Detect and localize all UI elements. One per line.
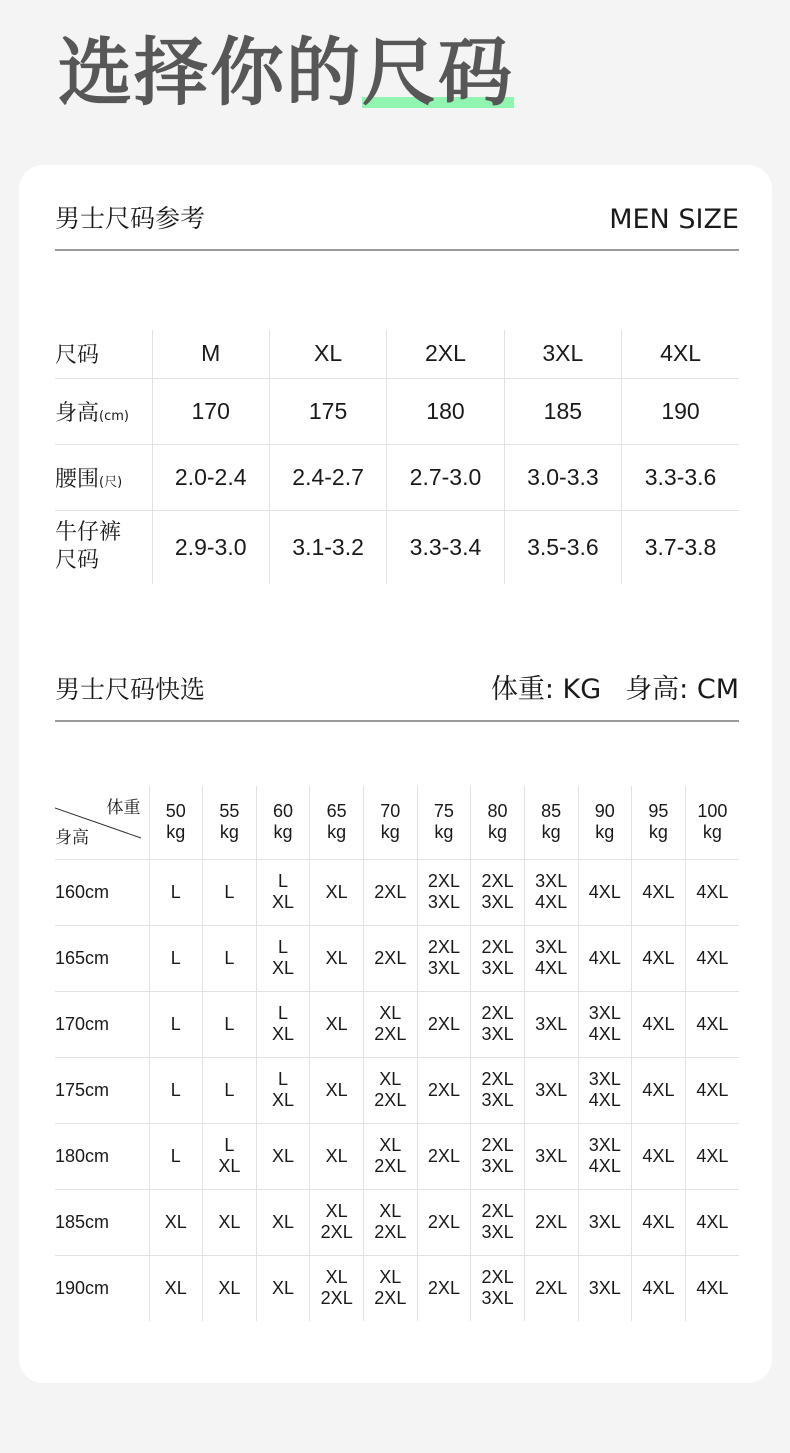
section-header-reference — [55, 201, 739, 251]
size-recommendation-cell — [203, 991, 257, 1057]
weight-value: 100 — [697, 801, 728, 822]
weight-unit: kg — [541, 822, 561, 843]
page-title-part1: 选择你的 — [58, 30, 362, 116]
table-row-size — [55, 330, 739, 378]
weight-value: 75 — [433, 801, 454, 822]
size-value: XL — [164, 1277, 187, 1298]
size-recommendation-cell — [471, 1255, 525, 1321]
section-title-quick: 男士尺码快选 — [55, 675, 206, 704]
size-recommendation-cell — [203, 1057, 257, 1123]
weight-unit: kg — [327, 822, 347, 843]
jeans-label-line1: 牛仔裤 — [55, 520, 122, 546]
size-recommendation-cell — [417, 1255, 471, 1321]
size-recommendation-cell — [632, 1189, 686, 1255]
size-value: 2XL — [374, 947, 407, 968]
weight-value: 55 — [219, 801, 240, 822]
size-value: XL — [218, 1156, 241, 1176]
size-value: L — [224, 1135, 235, 1155]
size-value: 4XL — [696, 881, 729, 902]
size-value: XL — [218, 1211, 241, 1232]
size-value: 4XL — [642, 1079, 675, 1100]
height-row-label: 175cm — [55, 1057, 149, 1123]
size-value: 3XL — [588, 1003, 621, 1023]
size-recommendation-cell — [685, 1057, 739, 1123]
page-title-part2: 尺码 — [362, 30, 514, 116]
size-value: 3XL — [481, 958, 514, 978]
weight-value: 50 — [165, 801, 186, 822]
section-subtitle-men-size: MEN SIZE — [609, 204, 739, 235]
weight-unit: kg — [273, 822, 293, 843]
size-recommendation-cell — [364, 925, 418, 991]
size-recommendation-cell — [417, 991, 471, 1057]
size-recommendation-cell — [149, 1255, 203, 1321]
height-unit-label: 身高: CM — [625, 674, 739, 705]
size-value: 2XL — [374, 1024, 407, 1044]
size-recommendation-cell — [578, 1189, 632, 1255]
weight-value: 70 — [380, 801, 401, 822]
table-row — [55, 925, 739, 991]
size-value: 3XL — [481, 892, 514, 912]
row-label-jeans — [55, 510, 152, 584]
row-label-waist — [55, 444, 152, 510]
corner-weight-label: 体重 — [106, 798, 141, 818]
size-value: XL — [325, 1201, 348, 1221]
size-recommendation-cell — [310, 1189, 364, 1255]
table-row — [55, 1255, 739, 1321]
size-value: 4XL — [696, 1013, 729, 1034]
height-cell: 170 — [152, 378, 269, 444]
size-value: 2XL — [374, 1090, 407, 1110]
size-cell: M — [152, 330, 269, 378]
size-value: 4XL — [696, 1211, 729, 1232]
size-value: 2XL — [481, 871, 514, 891]
size-reference-table — [55, 330, 739, 584]
size-value: 4XL — [588, 1024, 621, 1044]
size-value: XL — [272, 1277, 295, 1298]
size-value: 3XL — [481, 1288, 514, 1309]
page-title-highlight — [362, 28, 514, 118]
size-value: 4XL — [696, 1145, 729, 1166]
size-recommendation-cell — [256, 1057, 310, 1123]
waist-label: 腰围 — [55, 466, 100, 492]
size-recommendation-cell — [685, 1123, 739, 1189]
jeans-cell: 3.1-3.2 — [269, 510, 386, 584]
table-row-height — [55, 378, 739, 444]
size-recommendation-cell — [149, 1057, 203, 1123]
size-recommendation-cell — [632, 859, 686, 925]
size-value: 4XL — [588, 1090, 621, 1110]
size-value: L — [278, 937, 289, 957]
height-row-label: 190cm — [55, 1277, 110, 1298]
size-recommendation-cell — [632, 925, 686, 991]
size-recommendation-cell — [256, 859, 310, 925]
size-value: 3XL — [535, 937, 568, 957]
size-value: 3XL — [427, 958, 460, 978]
size-recommendation-cell — [149, 925, 203, 991]
size-value: 3XL — [427, 892, 460, 912]
size-value: XL — [379, 1135, 402, 1155]
height-row-label: 170cm — [55, 991, 149, 1057]
size-recommendation-cell — [471, 991, 525, 1057]
size-value: 3XL — [588, 1135, 621, 1155]
size-recommendation-cell — [685, 991, 739, 1057]
size-recommendation-cell — [417, 1189, 471, 1255]
jeans-cell: 3.5-3.6 — [504, 510, 621, 584]
size-recommendation-cell — [471, 1057, 525, 1123]
size-value: XL — [379, 1069, 402, 1089]
size-recommendation-cell — [417, 859, 471, 925]
weight-header-cell — [256, 786, 310, 859]
size-value: 3XL — [535, 1145, 568, 1166]
weight-value: 65 — [326, 801, 347, 822]
size-value: L — [170, 1079, 181, 1100]
table-row — [55, 1057, 739, 1123]
size-value: 2XL — [427, 1211, 460, 1232]
size-value: XL — [325, 1267, 348, 1288]
size-value: L — [170, 881, 181, 902]
size-recommendation-cell — [203, 1255, 257, 1321]
size-recommendation-cell — [310, 991, 364, 1057]
size-recommendation-cell — [471, 925, 525, 991]
size-recommendation-cell — [310, 1123, 364, 1189]
section-units — [491, 667, 739, 706]
size-recommendation-cell — [471, 1123, 525, 1189]
size-value: XL — [325, 1013, 348, 1034]
size-recommendation-cell — [524, 991, 578, 1057]
size-value: 4XL — [642, 1211, 675, 1232]
size-value: 3XL — [481, 1222, 514, 1242]
corner-height-label: 身高 — [55, 827, 89, 848]
size-recommendation-cell — [310, 1255, 364, 1321]
weight-unit: kg — [648, 822, 668, 843]
size-value: XL — [272, 892, 295, 912]
jeans-cell: 3.7-3.8 — [622, 510, 739, 584]
size-value: 3XL — [588, 1211, 621, 1232]
height-label: 身高 — [55, 400, 100, 426]
size-value: L — [224, 881, 235, 902]
height-cell: 175 — [269, 378, 386, 444]
weight-unit: kg — [166, 822, 186, 843]
section-title-reference: 男士尺码参考 — [55, 204, 206, 233]
size-value: XL — [272, 1024, 295, 1044]
size-recommendation-cell — [524, 859, 578, 925]
size-value: 4XL — [535, 892, 568, 912]
size-recommendation-cell — [364, 1123, 418, 1189]
size-value: 2XL — [427, 937, 460, 957]
size-cell: 2XL — [387, 330, 504, 378]
size-value: 4XL — [588, 881, 621, 902]
size-value: XL — [164, 1211, 187, 1232]
size-value: 4XL — [696, 1277, 729, 1298]
table-row — [55, 1123, 739, 1189]
size-value: 4XL — [696, 947, 729, 968]
size-value: 4XL — [642, 947, 675, 968]
size-recommendation-cell — [578, 925, 632, 991]
quick-size-table — [55, 786, 739, 1321]
size-value: L — [224, 1079, 235, 1100]
size-value: 2XL — [320, 1222, 353, 1242]
size-value: 2XL — [481, 1003, 514, 1023]
size-recommendation-cell — [471, 1189, 525, 1255]
size-recommendation-cell — [149, 1189, 203, 1255]
size-recommendation-cell — [524, 1057, 578, 1123]
size-value: XL — [379, 1201, 402, 1221]
size-value: 3XL — [481, 1090, 514, 1110]
weight-value: 85 — [541, 801, 562, 822]
size-recommendation-cell — [203, 1189, 257, 1255]
size-value: 2XL — [427, 871, 460, 891]
size-value: 2XL — [427, 1013, 460, 1034]
table-row — [55, 991, 739, 1057]
size-value: 3XL — [535, 1079, 568, 1100]
size-recommendation-cell — [256, 1189, 310, 1255]
size-value: 2XL — [320, 1288, 353, 1309]
weight-unit-label: 体重: KG — [490, 674, 602, 705]
corner-cell — [55, 786, 149, 859]
size-value: 2XL — [481, 1267, 514, 1288]
size-value: XL — [272, 1211, 295, 1232]
page-title — [58, 28, 514, 118]
size-recommendation-cell — [364, 1057, 418, 1123]
size-cell: 3XL — [504, 330, 621, 378]
size-value: 2XL — [374, 1288, 407, 1309]
size-value: 2XL — [427, 1079, 460, 1100]
size-recommendation-cell — [632, 1057, 686, 1123]
waist-cell: 3.3-3.6 — [622, 444, 739, 510]
size-value: 2XL — [427, 1277, 460, 1298]
size-recommendation-cell — [471, 859, 525, 925]
size-value: 3XL — [481, 1156, 514, 1176]
height-cell: 190 — [622, 378, 739, 444]
size-recommendation-cell — [524, 1255, 578, 1321]
size-recommendation-cell — [364, 1189, 418, 1255]
size-card — [19, 165, 772, 1383]
size-value: L — [278, 871, 289, 891]
size-value: XL — [272, 1145, 295, 1166]
section-header-quick — [55, 672, 739, 722]
size-recommendation-cell — [310, 1057, 364, 1123]
size-recommendation-cell — [149, 991, 203, 1057]
size-value: 2XL — [535, 1211, 568, 1232]
table-row-jeans — [55, 510, 739, 584]
weight-unit: kg — [595, 822, 615, 843]
jeans-cell: 2.9-3.0 — [152, 510, 269, 584]
table-row — [55, 859, 739, 925]
size-value: 4XL — [642, 1277, 675, 1298]
size-value: 4XL — [588, 947, 621, 968]
size-recommendation-cell — [632, 1255, 686, 1321]
size-value: 2XL — [535, 1277, 568, 1298]
size-recommendation-cell — [256, 1123, 310, 1189]
size-cell: XL — [269, 330, 386, 378]
size-value: 2XL — [374, 1222, 407, 1242]
row-label-height — [55, 378, 152, 444]
size-recommendation-cell — [417, 1123, 471, 1189]
size-value: 2XL — [374, 1156, 407, 1176]
weight-value: 95 — [648, 801, 669, 822]
size-value: L — [170, 947, 181, 968]
size-recommendation-cell — [632, 1123, 686, 1189]
size-value: XL — [272, 1090, 295, 1110]
waist-unit: (尺) — [99, 474, 123, 490]
weight-header-cell — [685, 786, 739, 859]
weight-header-cell — [524, 786, 578, 859]
table-row — [55, 1189, 739, 1255]
weight-value: 60 — [273, 801, 294, 822]
weight-header-cell — [310, 786, 364, 859]
size-recommendation-cell — [364, 1255, 418, 1321]
height-row-label: 160cm — [55, 859, 149, 925]
weight-unit: kg — [434, 822, 454, 843]
size-recommendation-cell — [632, 991, 686, 1057]
size-recommendation-cell — [203, 925, 257, 991]
height-row-label: 180cm — [55, 1123, 149, 1189]
size-value: L — [278, 1069, 289, 1089]
size-value: XL — [325, 1145, 348, 1166]
table-row-waist — [55, 444, 739, 510]
size-recommendation-cell — [578, 1123, 632, 1189]
size-recommendation-cell — [364, 859, 418, 925]
size-value: 2XL — [374, 881, 407, 902]
size-recommendation-cell — [203, 1123, 257, 1189]
size-value: XL — [325, 881, 348, 902]
size-recommendation-cell — [524, 1123, 578, 1189]
weight-unit: kg — [702, 822, 722, 843]
weight-header-cell — [364, 786, 418, 859]
size-recommendation-cell — [256, 925, 310, 991]
size-recommendation-cell — [256, 1255, 310, 1321]
size-value: XL — [379, 1267, 402, 1288]
size-recommendation-cell — [149, 859, 203, 925]
height-row-label: 185cm — [55, 1189, 149, 1255]
size-recommendation-cell — [203, 859, 257, 925]
size-value: 3XL — [588, 1069, 621, 1089]
weight-header-cell — [578, 786, 632, 859]
size-value: 3XL — [535, 1013, 568, 1034]
row-label-size: 尺码 — [55, 330, 152, 378]
table-header-row — [55, 786, 739, 859]
weight-header-cell — [471, 786, 525, 859]
size-recommendation-cell — [685, 1189, 739, 1255]
size-recommendation-cell — [685, 859, 739, 925]
height-unit: (cm) — [99, 408, 129, 424]
size-value: L — [224, 947, 235, 968]
weight-header-cell — [632, 786, 686, 859]
size-recommendation-cell — [685, 1255, 739, 1321]
size-value: L — [224, 1013, 235, 1034]
waist-cell: 2.0-2.4 — [152, 444, 269, 510]
height-cell: 180 — [387, 378, 504, 444]
size-cell: 4XL — [622, 330, 739, 378]
size-value: XL — [218, 1277, 241, 1298]
size-value: 4XL — [696, 1079, 729, 1100]
size-recommendation-cell — [149, 1123, 203, 1189]
size-value: 4XL — [642, 1013, 675, 1034]
weight-header-cell — [149, 786, 203, 859]
height-row-label: 165cm — [55, 925, 149, 991]
size-recommendation-cell — [578, 1255, 632, 1321]
weight-header-cell — [203, 786, 257, 859]
size-recommendation-cell — [310, 925, 364, 991]
weight-value: 80 — [487, 801, 508, 822]
size-value: L — [170, 1145, 181, 1166]
size-value: 4XL — [588, 1156, 621, 1176]
size-value: 4XL — [642, 881, 675, 902]
size-value: 3XL — [481, 1024, 514, 1044]
size-value: XL — [325, 1079, 348, 1100]
size-recommendation-cell — [578, 1057, 632, 1123]
size-value: XL — [325, 947, 348, 968]
size-value: XL — [272, 958, 295, 978]
jeans-label-line2: 尺码 — [55, 548, 100, 574]
size-recommendation-cell — [578, 859, 632, 925]
size-value: 2XL — [481, 1135, 514, 1155]
weight-unit: kg — [488, 822, 508, 843]
size-value: 2XL — [481, 937, 514, 957]
size-recommendation-cell — [256, 991, 310, 1057]
waist-cell: 3.0-3.3 — [504, 444, 621, 510]
height-cell: 185 — [504, 378, 621, 444]
size-recommendation-cell — [524, 925, 578, 991]
size-value: 3XL — [535, 871, 568, 891]
size-value: 2XL — [481, 1069, 514, 1089]
weight-header-cell — [417, 786, 471, 859]
size-recommendation-cell — [685, 925, 739, 991]
size-recommendation-cell — [364, 991, 418, 1057]
size-value: L — [278, 1003, 289, 1023]
size-value: 2XL — [427, 1145, 460, 1166]
size-recommendation-cell — [417, 925, 471, 991]
size-recommendation-cell — [417, 1057, 471, 1123]
size-value: 2XL — [481, 1201, 514, 1221]
size-value: 4XL — [535, 958, 568, 978]
jeans-cell: 3.3-3.4 — [387, 510, 504, 584]
size-value: XL — [379, 1003, 402, 1023]
size-recommendation-cell — [310, 859, 364, 925]
weight-unit: kg — [219, 822, 239, 843]
size-value: 3XL — [588, 1277, 621, 1298]
size-recommendation-cell — [524, 1189, 578, 1255]
size-value: L — [170, 1013, 181, 1034]
weight-value: 90 — [594, 801, 615, 822]
waist-cell: 2.4-2.7 — [269, 444, 386, 510]
weight-unit: kg — [380, 822, 400, 843]
waist-cell: 2.7-3.0 — [387, 444, 504, 510]
size-recommendation-cell — [578, 991, 632, 1057]
size-value: 4XL — [642, 1145, 675, 1166]
